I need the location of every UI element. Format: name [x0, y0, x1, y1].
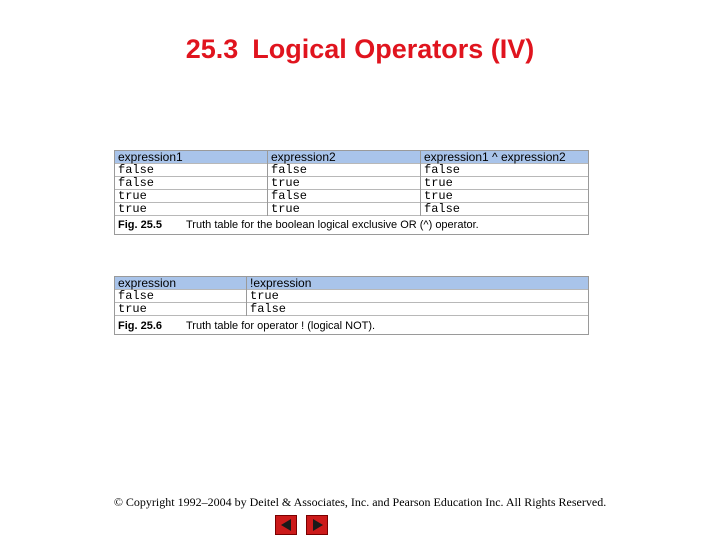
table-cell: true: [118, 189, 147, 203]
previous-slide-button[interactable]: [275, 515, 297, 535]
table-row: [115, 190, 588, 203]
table-cell: false: [118, 289, 155, 303]
caption-text: Truth table for the boolean logical exclusive OR (^) operator.: [186, 219, 479, 231]
table-row: [115, 177, 588, 190]
header-cell: expression: [118, 276, 177, 290]
header-cell: expression1: [118, 150, 183, 164]
table-cell: false: [118, 176, 155, 190]
table-cell: false: [118, 163, 155, 177]
xor-truth-table: [114, 150, 589, 235]
table-cell: true: [267, 203, 420, 216]
table-cell: false: [267, 190, 420, 203]
table-cell: true: [118, 302, 147, 316]
copyright-notice: © Copyright 1992–2004 by Deitel & Associates, Inc. and Pearson Education Inc. All Rights Reserved.: [113, 495, 607, 509]
next-slide-button[interactable]: [306, 515, 328, 535]
table-cell: true: [246, 290, 588, 303]
header-cell: expression1 ^ expression2: [420, 151, 588, 164]
header-cell: !expression: [246, 277, 588, 290]
figure-caption: [115, 319, 588, 333]
table-header-row: [115, 277, 588, 290]
table-cell: false: [420, 164, 588, 177]
right-triangle-icon: [313, 519, 323, 531]
table-cell: true: [420, 177, 588, 190]
slide-title-text: Logical Operators (IV): [252, 34, 535, 64]
table-row: [115, 203, 588, 216]
table-cell: false: [420, 203, 588, 216]
caption-text: Truth table for operator ! (logical NOT).: [186, 320, 376, 332]
left-triangle-icon: [281, 519, 291, 531]
table-cell: true: [420, 190, 588, 203]
table-cell: true: [267, 177, 420, 190]
figure-number: Fig. 25.6: [118, 320, 163, 332]
table-row: [115, 164, 588, 177]
slide-title: [0, 34, 720, 65]
not-truth-table: [114, 276, 589, 335]
table-cell: false: [246, 303, 588, 316]
slide-number: 25.3: [185, 34, 239, 64]
table-cell: true: [118, 202, 147, 216]
figure-number: Fig. 25.5: [118, 219, 163, 231]
figure-caption: [115, 218, 588, 232]
table-row: [115, 303, 588, 316]
table-row: [115, 290, 588, 303]
table-cell: false: [267, 164, 420, 177]
table-header-row: [115, 151, 588, 164]
header-cell: expression2: [267, 151, 420, 164]
